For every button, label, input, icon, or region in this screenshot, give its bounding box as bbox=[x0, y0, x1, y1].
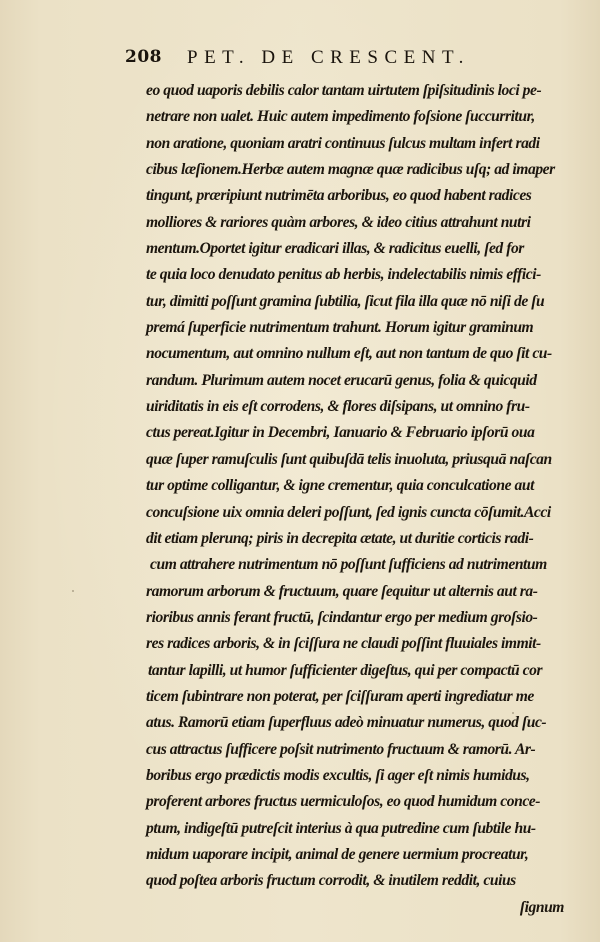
body-text bbox=[146, 78, 576, 921]
paper-speck bbox=[430, 800, 432, 802]
text-line: non aratione, quoniam aratri continuus ſulcus multam infert radi bbox=[146, 134, 540, 152]
text-line: boribus ergo prædictis modis excultis, ſi ager eſt nimis humidus, bbox=[146, 766, 530, 784]
text-line: tur, dimitti poſſunt gramina ſubtilia, ſicut fila illa quæ nō niſi de ſu bbox=[146, 292, 545, 310]
text-line: ticem ſubintrare non poterat, per ſciſſuram aperti ingrediatur me bbox=[146, 687, 534, 705]
text-line: cus attractus ſufficere poſsit nutrimento fructuum & ramorū. Ar- bbox=[146, 740, 536, 758]
text-line: proferent arbores fructus uermiculoſos, eo quod humidum conce- bbox=[146, 793, 541, 811]
text-line: cum attrahere nutrimentum nō poſſunt ſufficiens ad nutrimentum bbox=[150, 556, 547, 574]
text-line: ctus pereat.Igitur in Decembri, Ianuario & Februario ipſorū oua bbox=[146, 424, 535, 442]
text-line: rioribus annis ferant fructū, ſcindantur ergo per medium groſsio- bbox=[146, 608, 538, 626]
text-line: randum. Plurimum autem nocet erucarū genus, folia & quicquid bbox=[146, 371, 537, 389]
text-line: ramorum arborum & fructuum, quare ſequitur ut alternis aut ra- bbox=[146, 582, 538, 600]
text-line: quod poſtea arboris fructum corrodit, & inutilem reddit, cuius bbox=[146, 872, 516, 890]
running-title: PET. DE CRESCENT. bbox=[187, 47, 470, 68]
text-line: netrare non ualet. Huic autem impedimento foſsione ſuccurritur, bbox=[146, 108, 535, 126]
paper-speck bbox=[512, 712, 514, 714]
running-head bbox=[125, 47, 555, 73]
text-line: tur optime colligantur, & igne crementur, quia conculcatione aut bbox=[146, 477, 534, 495]
text-line: uiriditatis in eis eſt corrodens, & flores diſsipans, ut omnino fru- bbox=[146, 398, 530, 416]
text-line: tingunt, præripiunt nutrimēta arboribus, eo quod habent radices bbox=[146, 187, 532, 205]
text-line: tantur lapilli, ut humor ſufficienter digeſtus, qui per compactū cor bbox=[148, 661, 543, 679]
text-line: midum uaporare incipit, animal de genere uermium procreatur, bbox=[146, 845, 529, 863]
catchword: ſignum bbox=[519, 898, 564, 916]
text-line: mentum.Oportet igitur eradicari illas, & radicitus euelli, ſed for bbox=[146, 240, 524, 258]
text-line: molliores & rariores quàm arbores, & ideo citius attrahunt nutri bbox=[146, 213, 531, 231]
page-number: 208 bbox=[125, 47, 162, 67]
text-line: ptum, indigeſtū putreſcit interius à qua putredine cum ſubtile hu- bbox=[146, 819, 536, 837]
text-line: premá ſuperficie nutrimentum trahunt. Horum igitur graminum bbox=[146, 319, 534, 337]
text-line: eo quod uaporis debilis calor tantam uirtutem ſpiſsitudinis loci pe- bbox=[146, 82, 542, 99]
text-line: concuſsione uix omnia deleri poſſunt, ſed ignis cuncta cōſumit.Acci bbox=[146, 503, 551, 521]
text-line: res radices arboris, & in ſciſſura ne claudi poſſint fluuiales immit- bbox=[146, 635, 541, 653]
text-line: atus. Ramorū etiam ſuperfluus adeò minuatur numerus, quod ſuc- bbox=[146, 714, 547, 732]
text-line: quæ ſuper ramuſculis ſunt quibuſdā telis inuoluta, priusquā naſcan bbox=[146, 450, 552, 468]
text-line: cibus læſionem.Herbæ autem magnæ quæ radicibus uſq; ad imaper bbox=[146, 161, 555, 179]
text-line: te quia loco denudato penitus ab herbis, indelectabilis nimis effici- bbox=[146, 266, 541, 284]
text-line: dit etiam plerunq; piris in decrepita ætate, ut duritie corticis radi- bbox=[146, 529, 534, 547]
paper-speck bbox=[72, 590, 74, 592]
text-line: nocumentum, aut omnino nullum eſt, aut non tantum de quo ſit cu- bbox=[146, 345, 552, 363]
